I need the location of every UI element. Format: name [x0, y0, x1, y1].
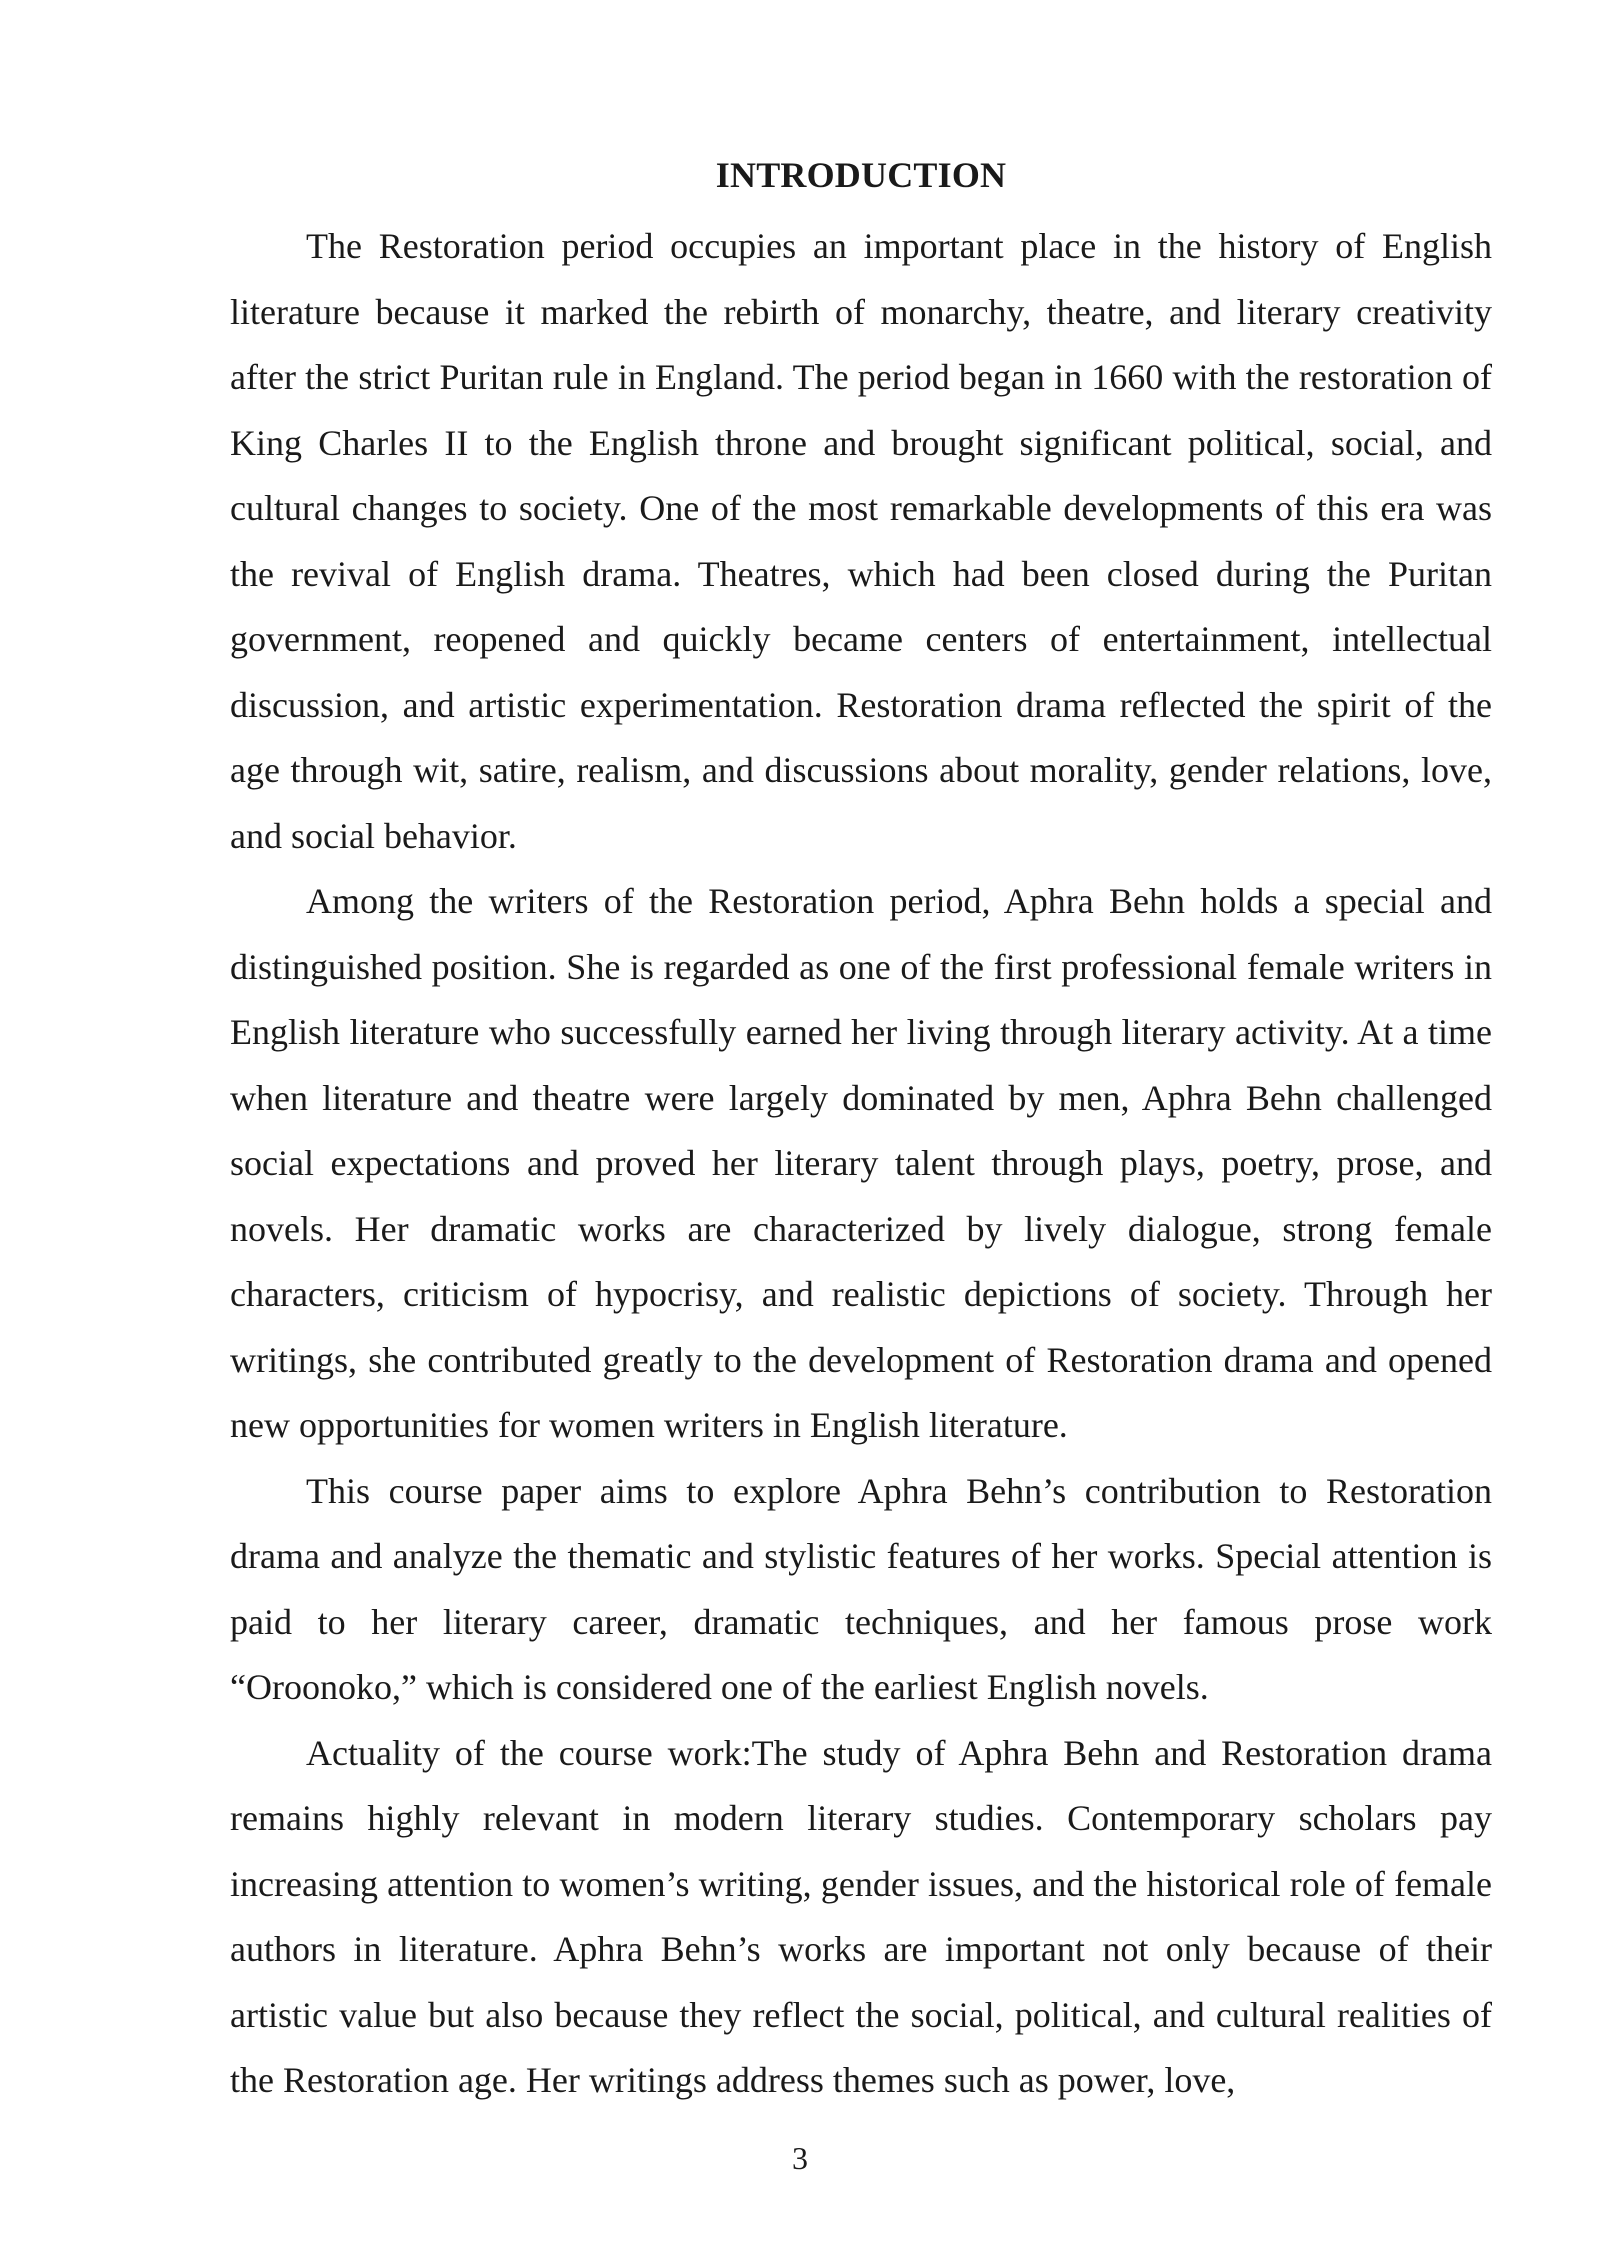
page-number: 3	[792, 2140, 808, 2176]
paragraph-restoration-period: The Restoration period occupies an important place in the history of English literature because it marked the rebirth of monarchy, theatre, and literary creativity after the strict Puritan rule in England. The period began in 1660 with the restoration of King Charles II to the English throne and brought significant political, social, and cultural changes to society. One of the most remarkable developments of this era was the revival of English drama. Theatres, which had been closed during the Puritan government, reopened and quickly became centers of entertainment, intellectual discussion, and artistic experimentation. Restoration drama reflected the spirit of the age through wit, satire, realism, and discussions about morality, gender relations, love, and social behavior.	[230, 226, 1492, 856]
paragraph-aphra-behn-position: Among the writers of the Restoration period, Aphra Behn holds a special and distinguished position. She is regarded as one of the first professional female writers in English literature who successfully earned her living through literary activity. At a time when literature and theatre were largely dominated by men, Aphra Behn challenged social expectations and proved her literary talent through plays, poetry, prose, and novels. Her dramatic works are characterized by lively dialogue, strong female characters, criticism of hypocrisy, and realistic depictions of society. Through her writings, she contributed greatly to the development of Restoration drama and opened new opportunities for women writers in English literature.	[230, 881, 1492, 1445]
page-content	[230, 150, 1492, 2114]
paragraph-actuality: Actuality of the course work:The study of Aphra Behn and Restoration drama remains highly relevant in modern literary studies. Contemporary scholars pay increasing attention to women’s writing, gender issues, and the historical role of female authors in literature. Aphra Behn’s works are important not only because of their artistic value but also because they reflect the social, political, and cultural realities of the Restoration age. Her writings address themes such as power, love,	[230, 1732, 1492, 2100]
page-title: INTRODUCTION	[715, 155, 1007, 195]
paragraph-course-aim: This course paper aims to explore Aphra Behn’s contribution to Restoration drama and analyze the thematic and stylistic features of her works. Special attention is paid to her literary career, dramatic techniques, and her famous prose work “Oroonoko,” which is considered one of the earliest English novels.	[230, 1470, 1492, 1707]
